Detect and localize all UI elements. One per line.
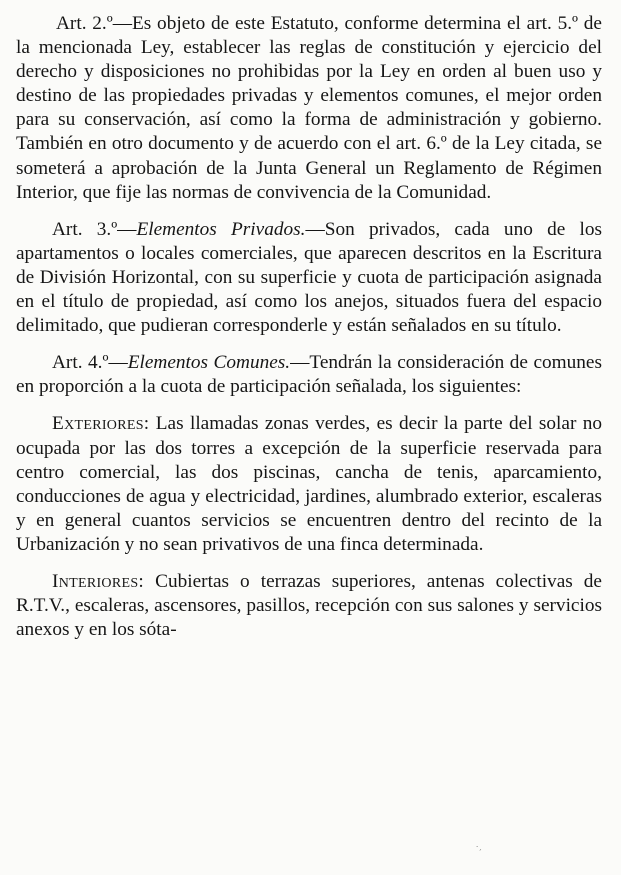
article-4-number: Art. 4.º— bbox=[52, 352, 128, 374]
section-interiores-body: Cubiertas o terrazas superiores, antenas colectivas de R.T.V., escaleras, ascensores, pasillos, recepción con sus salones y servicios anexos y en los sóta- bbox=[16, 570, 602, 641]
article-4-title: Elementos Comunes. bbox=[127, 352, 291, 374]
article-3-title: Elementos Privados. bbox=[136, 218, 306, 240]
article-3 bbox=[16, 218, 602, 338]
article-2 bbox=[16, 12, 602, 205]
article-3-body: —Son privados, cada uno de los apartamentos o locales comerciales, que aparecen descritos en la Escritura de División Horizontal, con su superficie y cuota de participación asignada en el título de propiedad, así como los anejos, situados fuera del espacio delimitado, que pudieran corresponderle y están señalados en su título. bbox=[16, 218, 602, 337]
statute-text bbox=[16, 12, 602, 655]
article-2-number: Art. 2.º— bbox=[56, 13, 133, 34]
article-4-body: —Tendrán la consideración de comunes en proporción a la cuota de participación señalada, los siguientes: bbox=[16, 352, 602, 398]
section-interiores bbox=[16, 570, 602, 642]
article-4 bbox=[16, 351, 602, 399]
section-interiores-heading: Interiores: bbox=[52, 570, 145, 592]
section-exteriores-body: Las llamadas zonas verdes, es decir la parte del solar no ocupada por las dos torres a excepción de la superficie reservada para centro comercial, las dos piscinas, cancha de tenis, aparcamiento, conducciones de agua y electricidad, jardines, alumbrado exterior, escaleras y en general cuantos servicios se encuentren dentro del recinto de la Urbanización y no sean privativos de una finca determinada. bbox=[16, 413, 602, 555]
article-2-body: Es objeto de este Estatuto, conforme determina el art. 5.º de la mencionada Ley, establecer las reglas de constitución y ejercicio del derecho y disposiciones no prohibidas por la Ley en orden al buen uso y destino de las propiedades privadas y elementos comunes, el mejor orden para su conservación, así como la forma de administración y gobierno. También en otro documento y de acuerdo con el art. 6.º de la Ley citada, se someterá a aprobación de la Junta General un Reglamento de Régimen Interior, que fije las normas de convivencia de la Comunidad. bbox=[16, 13, 602, 203]
article-3-number: Art. 3.º— bbox=[52, 218, 137, 240]
section-exteriores-heading: Exteriores: bbox=[52, 413, 150, 435]
scan-speck-icon: ·ˏ bbox=[476, 843, 482, 851]
section-exteriores bbox=[16, 412, 602, 557]
